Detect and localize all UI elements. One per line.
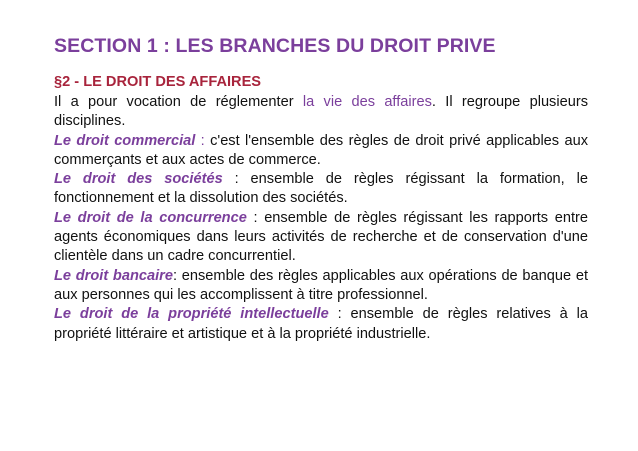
definition-separator: :: [246, 209, 265, 226]
definition-separator: :: [328, 306, 351, 323]
definition-bancaire: [54, 267, 588, 306]
intro-text-before: Il a pour vocation de réglementer: [54, 94, 303, 110]
definition-propriete-intellectuelle: [54, 305, 588, 344]
definition-term: Le droit des sociétés: [54, 171, 223, 188]
section-subtitle: §2 - LE DROIT DES AFFAIRES: [54, 74, 262, 90]
definition-text: ensemble de règles régissant la formation, le fonctionnement et la dissolution des sociétés.: [54, 171, 588, 207]
slide-content: [54, 35, 588, 344]
definition-separator: :: [222, 171, 251, 188]
definition-term: Le droit de la concurrence: [54, 209, 247, 226]
intro-text-after: . Il regroupe plusieurs disciplines.: [54, 94, 588, 130]
definition-commercial: [54, 132, 588, 171]
definition-text: ensemble de règles régissant les rapports entre agents économiques dans leurs activités de recherche et de conservation d'une clientèle dans un cadre concurrentiel.: [54, 209, 588, 265]
definition-societes: [54, 170, 588, 209]
definition-separator: :: [172, 267, 182, 284]
definition-separator: :: [195, 132, 211, 149]
intro-highlight: la vie des affaires: [302, 94, 432, 110]
definition-term: Le droit commercial: [54, 132, 196, 149]
intro-paragraph: [54, 93, 588, 132]
page-title: SECTION 1 : LES BRANCHES DU DROIT PRIVE: [54, 35, 496, 57]
definition-term: Le droit de la propriété intellectuelle: [54, 306, 329, 323]
definition-text: ensemble des règles applicables aux opérations de banque et aux personnes qui les accomplissent à titre professionnel.: [54, 267, 589, 303]
definition-term: Le droit bancaire: [54, 267, 173, 284]
definition-text: c'est l'ensemble des règles de droit privé applicables aux commerçants et aux actes de commerce.: [54, 132, 588, 168]
definition-concurrence: [54, 209, 588, 267]
definition-text: ensemble de règles relatives à la propriété littéraire et artistique et à la propriété industrielle.: [54, 306, 588, 342]
